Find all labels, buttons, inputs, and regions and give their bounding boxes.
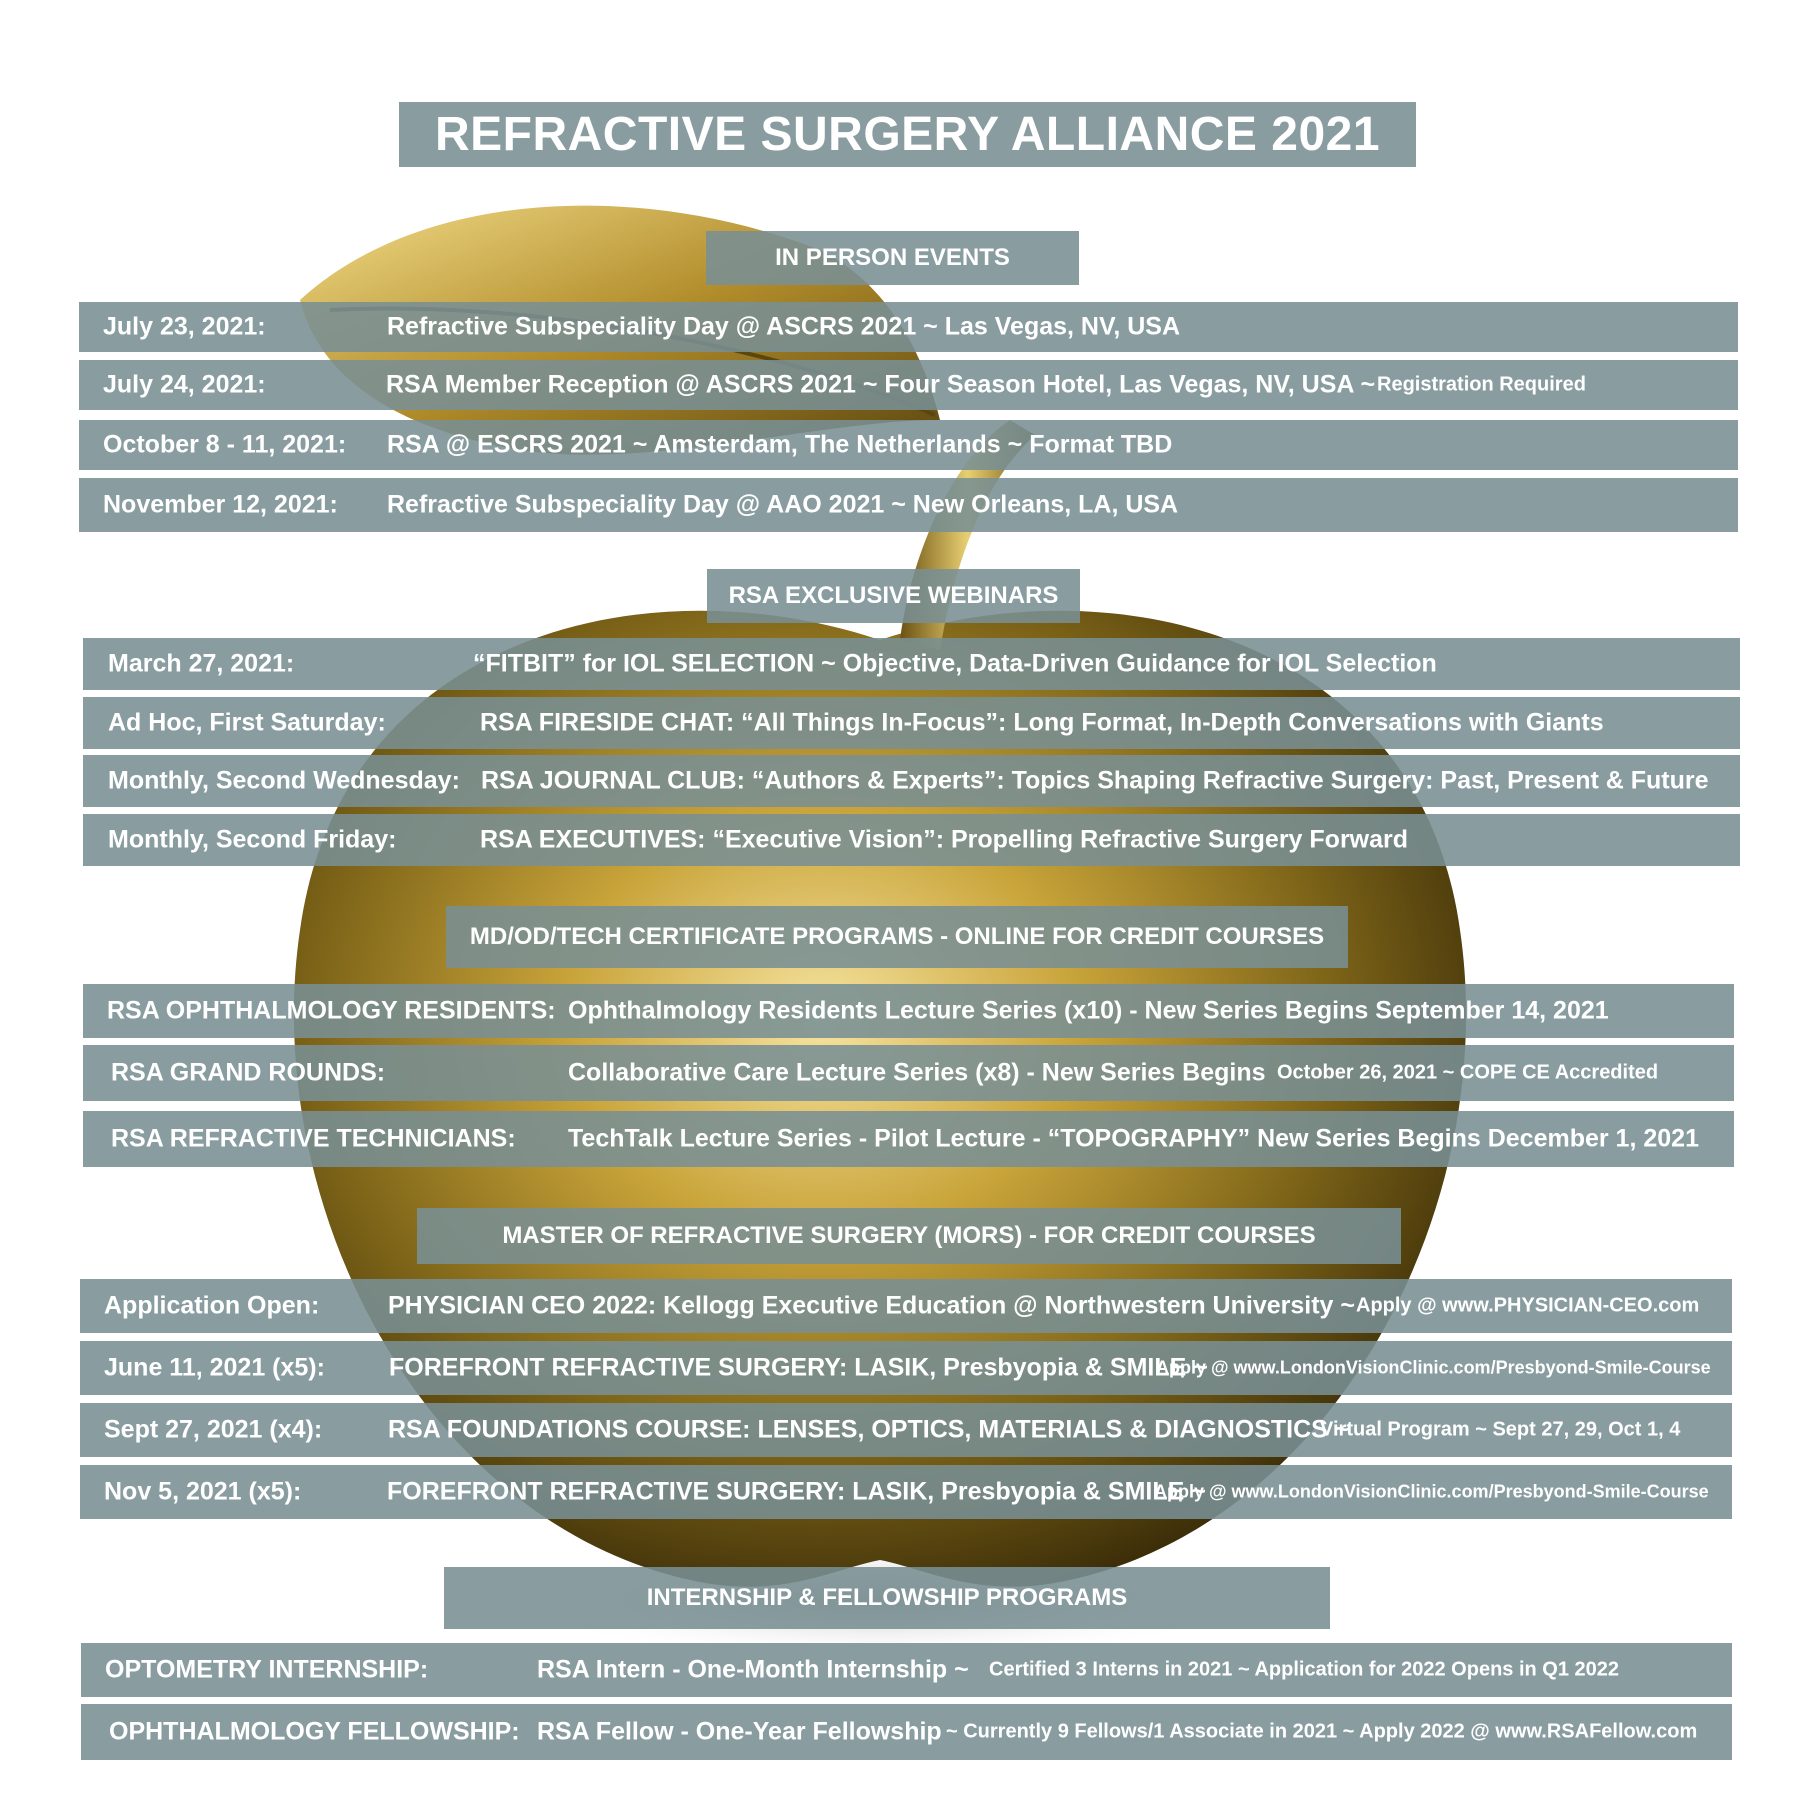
course-note: Virtual Program ~ Sept 27, 29, Oct 1, 4 — [1320, 1418, 1681, 1441]
section-heading-mors-courses: MASTER OF REFRACTIVE SURGERY (MORS) - FOR CREDIT COURSES — [417, 1208, 1401, 1264]
event-description: Refractive Subspeciality Day @ AAO 2021 ~ New Orleans, LA, USA — [387, 490, 1179, 519]
program-name: RSA OPHTHALMOLOGY RESIDENTS: — [107, 996, 556, 1025]
course-row — [80, 1465, 1732, 1519]
course-date: Nov 5, 2021 (x5): — [104, 1477, 302, 1506]
webinar-description: RSA EXECUTIVES: “Executive Vision”: Propelling Refractive Surgery Forward — [480, 825, 1409, 854]
section-heading-certificate-programs: MD/OD/TECH CERTIFICATE PROGRAMS - ONLINE FOR CREDIT COURSES — [446, 906, 1348, 968]
program-description: RSA Intern - One-Month Internship ~ — [537, 1655, 969, 1684]
section-heading-in-person-events: IN PERSON EVENTS — [706, 231, 1079, 285]
program-row — [83, 1045, 1734, 1101]
course-description: FOREFRONT REFRACTIVE SURGERY: LASIK, Presbyopia & SMILE ~ — [387, 1477, 1206, 1506]
webinar-description: “FITBIT” for IOL SELECTION ~ Objective, Data-Driven Guidance for IOL Selection — [473, 649, 1437, 678]
course-note: Apply @ www.LondonVisionClinic.com/Presbyond-Smile-Course — [1154, 1481, 1709, 1502]
course-description: RSA FOUNDATIONS COURSE: LENSES, OPTICS, MATERIALS & DIAGNOSTICS ~ — [388, 1415, 1350, 1444]
program-note: October 26, 2021 ~ COPE CE Accredited — [1277, 1061, 1659, 1084]
section-heading-internship-fellowship: INTERNSHIP & FELLOWSHIP PROGRAMS — [444, 1567, 1330, 1629]
event-date: November 12, 2021: — [103, 490, 338, 519]
program-row — [81, 1643, 1732, 1697]
program-description: Collaborative Care Lecture Series (x8) - New Series Begins — [568, 1058, 1266, 1087]
event-description: RSA @ ESCRS 2021 ~ Amsterdam, The Netherlands ~ Format TBD — [387, 430, 1173, 459]
webinar-row — [83, 697, 1740, 749]
event-date: October 8 - 11, 2021: — [103, 430, 347, 459]
program-row — [83, 1111, 1734, 1167]
program-description: Ophthalmology Residents Lecture Series (x10) - New Series Begins September 14, 2021 — [568, 996, 1609, 1025]
webinar-row — [83, 755, 1740, 807]
event-description: Refractive Subspeciality Day @ ASCRS 2021 ~ Las Vegas, NV, USA — [387, 312, 1181, 341]
event-row — [79, 360, 1738, 410]
program-row — [81, 1704, 1732, 1760]
course-date: Sept 27, 2021 (x4): — [104, 1415, 323, 1444]
course-row — [80, 1341, 1732, 1395]
event-date: July 24, 2021: — [103, 370, 266, 399]
program-note: ~ Currently 9 Fellows/1 Associate in 2021 ~ Apply 2022 @ www.RSAFellow.com — [946, 1720, 1698, 1743]
event-row — [79, 478, 1738, 532]
program-description: TechTalk Lecture Series - Pilot Lecture - “TOPOGRAPHY” New Series Begins December 1, 2021 — [568, 1124, 1699, 1153]
event-description: RSA Member Reception @ ASCRS 2021 ~ Four Season Hotel, Las Vegas, NV, USA ~ — [386, 370, 1376, 399]
program-note: Certified 3 Interns in 2021 ~ Application for 2022 Opens in Q1 2022 — [989, 1658, 1620, 1681]
course-note: Apply @ www.LondonVisionClinic.com/Presbyond-Smile-Course — [1156, 1357, 1711, 1378]
webinar-schedule: March 27, 2021: — [108, 649, 295, 678]
webinar-row — [83, 638, 1740, 690]
webinar-schedule: Monthly, Second Friday: — [108, 825, 397, 854]
course-description: PHYSICIAN CEO 2022: Kellogg Executive Education @ Northwestern University ~ — [388, 1291, 1355, 1320]
course-row — [80, 1403, 1732, 1457]
program-description: RSA Fellow - One-Year Fellowship — [537, 1717, 942, 1746]
webinar-row — [83, 814, 1740, 866]
program-name: RSA REFRACTIVE TECHNICIANS: — [111, 1124, 516, 1153]
event-date: July 23, 2021: — [103, 312, 266, 341]
event-row — [79, 420, 1738, 470]
webinar-description: RSA FIRESIDE CHAT: “All Things In-Focus”: Long Format, In-Depth Conversations with Giants — [480, 708, 1604, 737]
program-name: RSA GRAND ROUNDS: — [111, 1058, 386, 1087]
course-row — [80, 1279, 1732, 1333]
program-name: OPTOMETRY INTERNSHIP: — [105, 1655, 429, 1684]
webinar-schedule: Monthly, Second Wednesday: — [108, 766, 460, 795]
course-date: June 11, 2021 (x5): — [104, 1353, 325, 1382]
section-heading-webinars: RSA EXCLUSIVE WEBINARS — [707, 569, 1080, 623]
program-name: OPHTHALMOLOGY FELLOWSHIP: — [109, 1717, 520, 1746]
course-date: Application Open: — [104, 1291, 320, 1320]
event-note: Registration Required — [1377, 373, 1586, 396]
webinar-description: RSA JOURNAL CLUB: “Authors & Experts”: Topics Shaping Refractive Surgery: Past, Present & Future — [481, 766, 1709, 795]
event-row — [79, 302, 1738, 352]
webinar-schedule: Ad Hoc, First Saturday: — [108, 708, 386, 737]
page-title: REFRACTIVE SURGERY ALLIANCE 2021 — [399, 102, 1416, 167]
course-note: Apply @ www.PHYSICIAN-CEO.com — [1356, 1294, 1700, 1317]
program-row — [83, 984, 1734, 1038]
course-description: FOREFRONT REFRACTIVE SURGERY: LASIK, Presbyopia & SMILE ~ — [389, 1353, 1208, 1382]
